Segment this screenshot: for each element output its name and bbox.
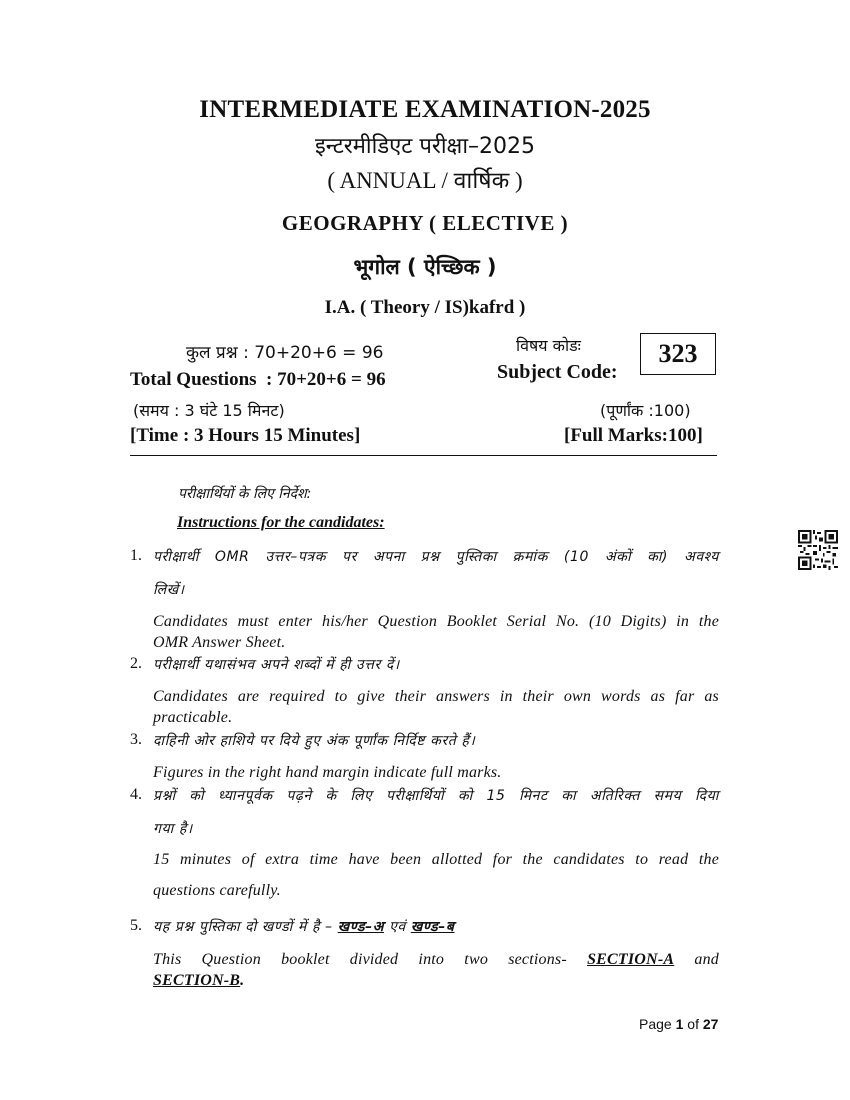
instruction-4-hindi-line1: प्रश्नों को ध्यानपूर्वक पढ़ने के लिए परीक्षार्थियों को 15 मिनट का अतिरिक्त समय दिया [153,788,719,804]
instruction-5-english-and: and [694,951,720,968]
full-marks-hindi: (पूर्णांक :100) [600,401,691,420]
instruction-number: 2. [130,655,142,672]
instruction-1-hindi-line1: परीक्षार्थी OMR उत्तर–पत्रक पर अपना प्रश्न पुस्तिका क्रमांक (10 अंकों का) अवश्य [153,549,719,565]
instruction-5-hindi-prefix: यह प्रश्न पुस्तिका दो खण्डों में है – [153,919,333,935]
instruction-5-hindi-and: एवं [389,919,406,935]
subject-code-label-english: Subject Code: [497,361,618,383]
instruction-2-english-line1: Candidates are required to give their answers in their own words as far as [153,688,719,705]
section-a-hindi-label: खण्ड–अ [337,919,384,935]
page-number [639,1016,718,1032]
instruction-5-english-line1 [153,951,719,969]
instruction-3-english: Figures in the right hand margin indicate full marks. [153,764,502,781]
instruction-4-english-line1: 15 minutes of extra time have been allotted for the candidates to read the [153,851,719,868]
section-b-hindi-label: खण्ड–ब [410,919,455,935]
instruction-number: 1. [130,547,142,564]
time-hindi: (समय : 3 घंटे 15 मिनट) [133,401,285,420]
section-b-english-label: SECTION-B [153,972,241,989]
instruction-5-english-end: . [240,972,245,989]
instruction-number: 3. [130,731,142,748]
subject-title-hindi: भूगोल ( ऐच्छिक ) [353,255,497,279]
subject-title-english: GEOGRAPHY ( ELECTIVE ) [281,211,569,235]
full-marks-english: [Full Marks:100] [564,425,703,446]
instruction-number: 5. [130,917,142,934]
instruction-5-english-prefix: This Question booklet divided into two sections- [153,951,567,968]
instruction-2-hindi: परीक्षार्थी यथासंभव अपने शब्दों में ही उत्तर दें। [153,657,400,673]
instruction-2-english-line2: practicable. [153,709,233,726]
instruction-1-english-line1: Candidates must enter his/her Question Booklet Serial No. (10 Digits) in the [153,613,719,630]
exam-title-hindi: इन्टरमीडिएट परीक्षा–2025 [314,134,536,159]
exam-title-english: INTERMEDIATE EXAMINATION-2025 [199,96,651,123]
instruction-4-english-line2: questions carefully. [153,882,281,899]
instruction-number: 4. [130,786,142,803]
instructions-heading-hindi: परीक्षार्थियों के लिए निर्देश: [178,486,312,502]
time-english: [Time : 3 Hours 15 Minutes] [130,425,361,446]
exam-type: ( ANNUAL / वार्षिक ) [327,168,523,193]
qr-code-icon [798,530,838,570]
subject-code-box: 323 [640,333,716,375]
instruction-1-hindi-line2: लिखें। [153,582,185,598]
instruction-4-hindi-line2: गया है। [153,821,193,837]
stream-label: I.A. ( Theory / IS)kafrd ) [324,297,526,318]
page-total: 27 [702,1016,719,1032]
page-of: of [687,1016,699,1032]
page-current: 1 [675,1016,684,1032]
instructions-heading-english: Instructions for the candidates: [177,514,385,531]
header-divider [130,455,717,456]
instruction-5-hindi [153,917,719,936]
total-questions-hindi: कुल प्रश्न : 70+20+6 = 96 [186,343,384,363]
total-questions-english: Total Questions : 70+20+6 = 96 [130,369,386,390]
instruction-5-english-line2 [153,972,719,990]
subject-code-label-hindi: विषय कोडः [516,336,581,355]
instruction-3-hindi: दाहिनी ओर हाशिये पर दिये हुए अंक पूर्णांक निर्दिष्ट करते हैं। [153,733,476,749]
instruction-1-english-line2: OMR Answer Sheet. [153,634,286,651]
section-a-english-label: SECTION-A [587,951,675,968]
page-label: Page [639,1016,672,1032]
